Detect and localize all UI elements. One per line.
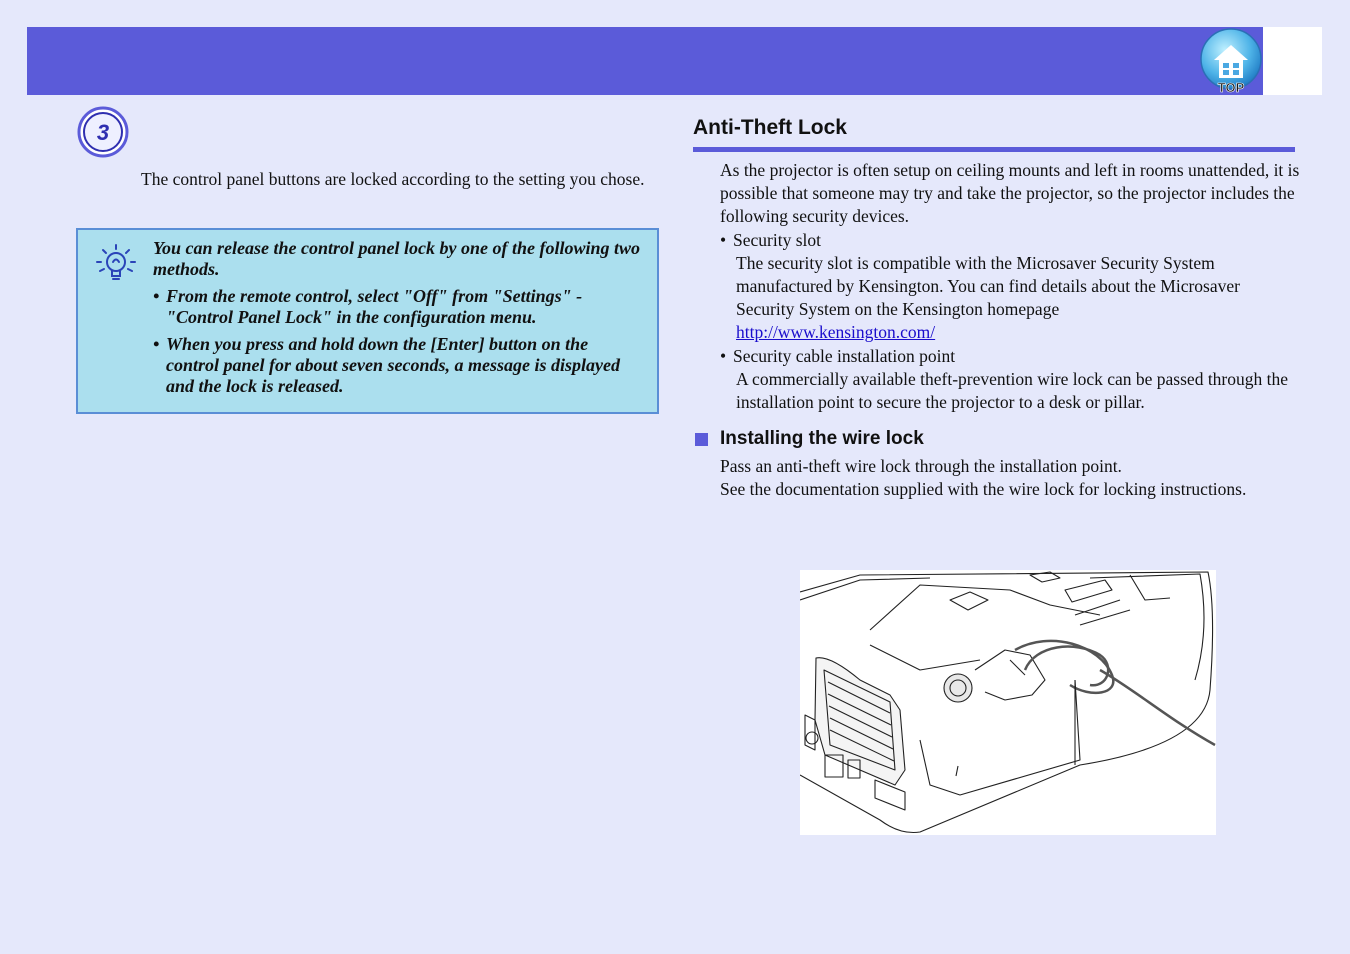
- section-body: [720, 159, 1300, 414]
- step-number: 3: [96, 120, 110, 145]
- section-title: Anti-Theft Lock: [693, 116, 847, 139]
- bullet-item: • Security slot: [720, 229, 821, 250]
- lightbulb-tip-icon: [92, 240, 140, 288]
- step-badge: [77, 106, 129, 158]
- kensington-link[interactable]: http://www.kensington.com/: [736, 322, 936, 343]
- bullet-title: Security cable installation point: [733, 345, 956, 366]
- bullet-body: [720, 252, 1300, 345]
- tip-bullet: • When you press and hold down the [Enter] button on the control panel for about seven seconds, a message is displayed and the lock is released.: [153, 334, 620, 396]
- top-button[interactable]: [1200, 28, 1264, 94]
- subsection-marker: [695, 433, 708, 446]
- tip-bullet: • From the remote control, select "Off" from "Settings" - "Control Panel Lock" in the configuration menu.: [153, 286, 583, 327]
- subsection-body: [720, 455, 1280, 501]
- bullet-body: [720, 368, 1300, 414]
- section-divider: [693, 147, 1295, 152]
- step-description: The control panel buttons are locked according to the setting you chose.: [141, 169, 645, 189]
- subsection-line: See the documentation supplied with the wire lock for locking instructions.: [720, 479, 1247, 500]
- tip-intro: You can release the control panel lock by one of the following two methods.: [153, 238, 640, 279]
- section-intro: As the projector is often setup on ceiling mounts and left in rooms unattended, it is possible that someone may try and take the projector, so the projector includes the following security devices.: [720, 160, 1300, 227]
- bullet-item: • Security cable installation point: [720, 345, 956, 366]
- top-label: TOP: [1217, 80, 1245, 94]
- bullet-text: The security slot is compatible with the Microsaver Security System manufactured by Kensington. You can find details about the Microsaver Security System on the Kensington homepage: [736, 252, 1240, 320]
- subsection-title: Installing the wire lock: [720, 428, 924, 449]
- subsection-line: Pass an anti-theft wire lock through the installation point.: [720, 456, 1122, 476]
- header-corner: [1263, 27, 1322, 95]
- projector-wire-lock-illustration: [800, 570, 1216, 835]
- bullet-title: Security slot: [733, 229, 821, 250]
- tip-bullet-text: From the remote control, select "Off" from "Settings" - "Control Panel Lock" in the configuration menu.: [166, 286, 583, 327]
- home-icon: [1200, 28, 1264, 94]
- bullet-text: A commercially available theft-prevention wire lock can be passed through the installation point to secure the projector to a desk or pillar.: [736, 368, 1289, 413]
- tip-bullet-text: When you press and hold down the [Enter] button on the control panel for about seven seconds, a message is displayed and the lock is released.: [166, 334, 620, 396]
- header-bar: [27, 27, 1263, 95]
- tip-content: [153, 238, 643, 397]
